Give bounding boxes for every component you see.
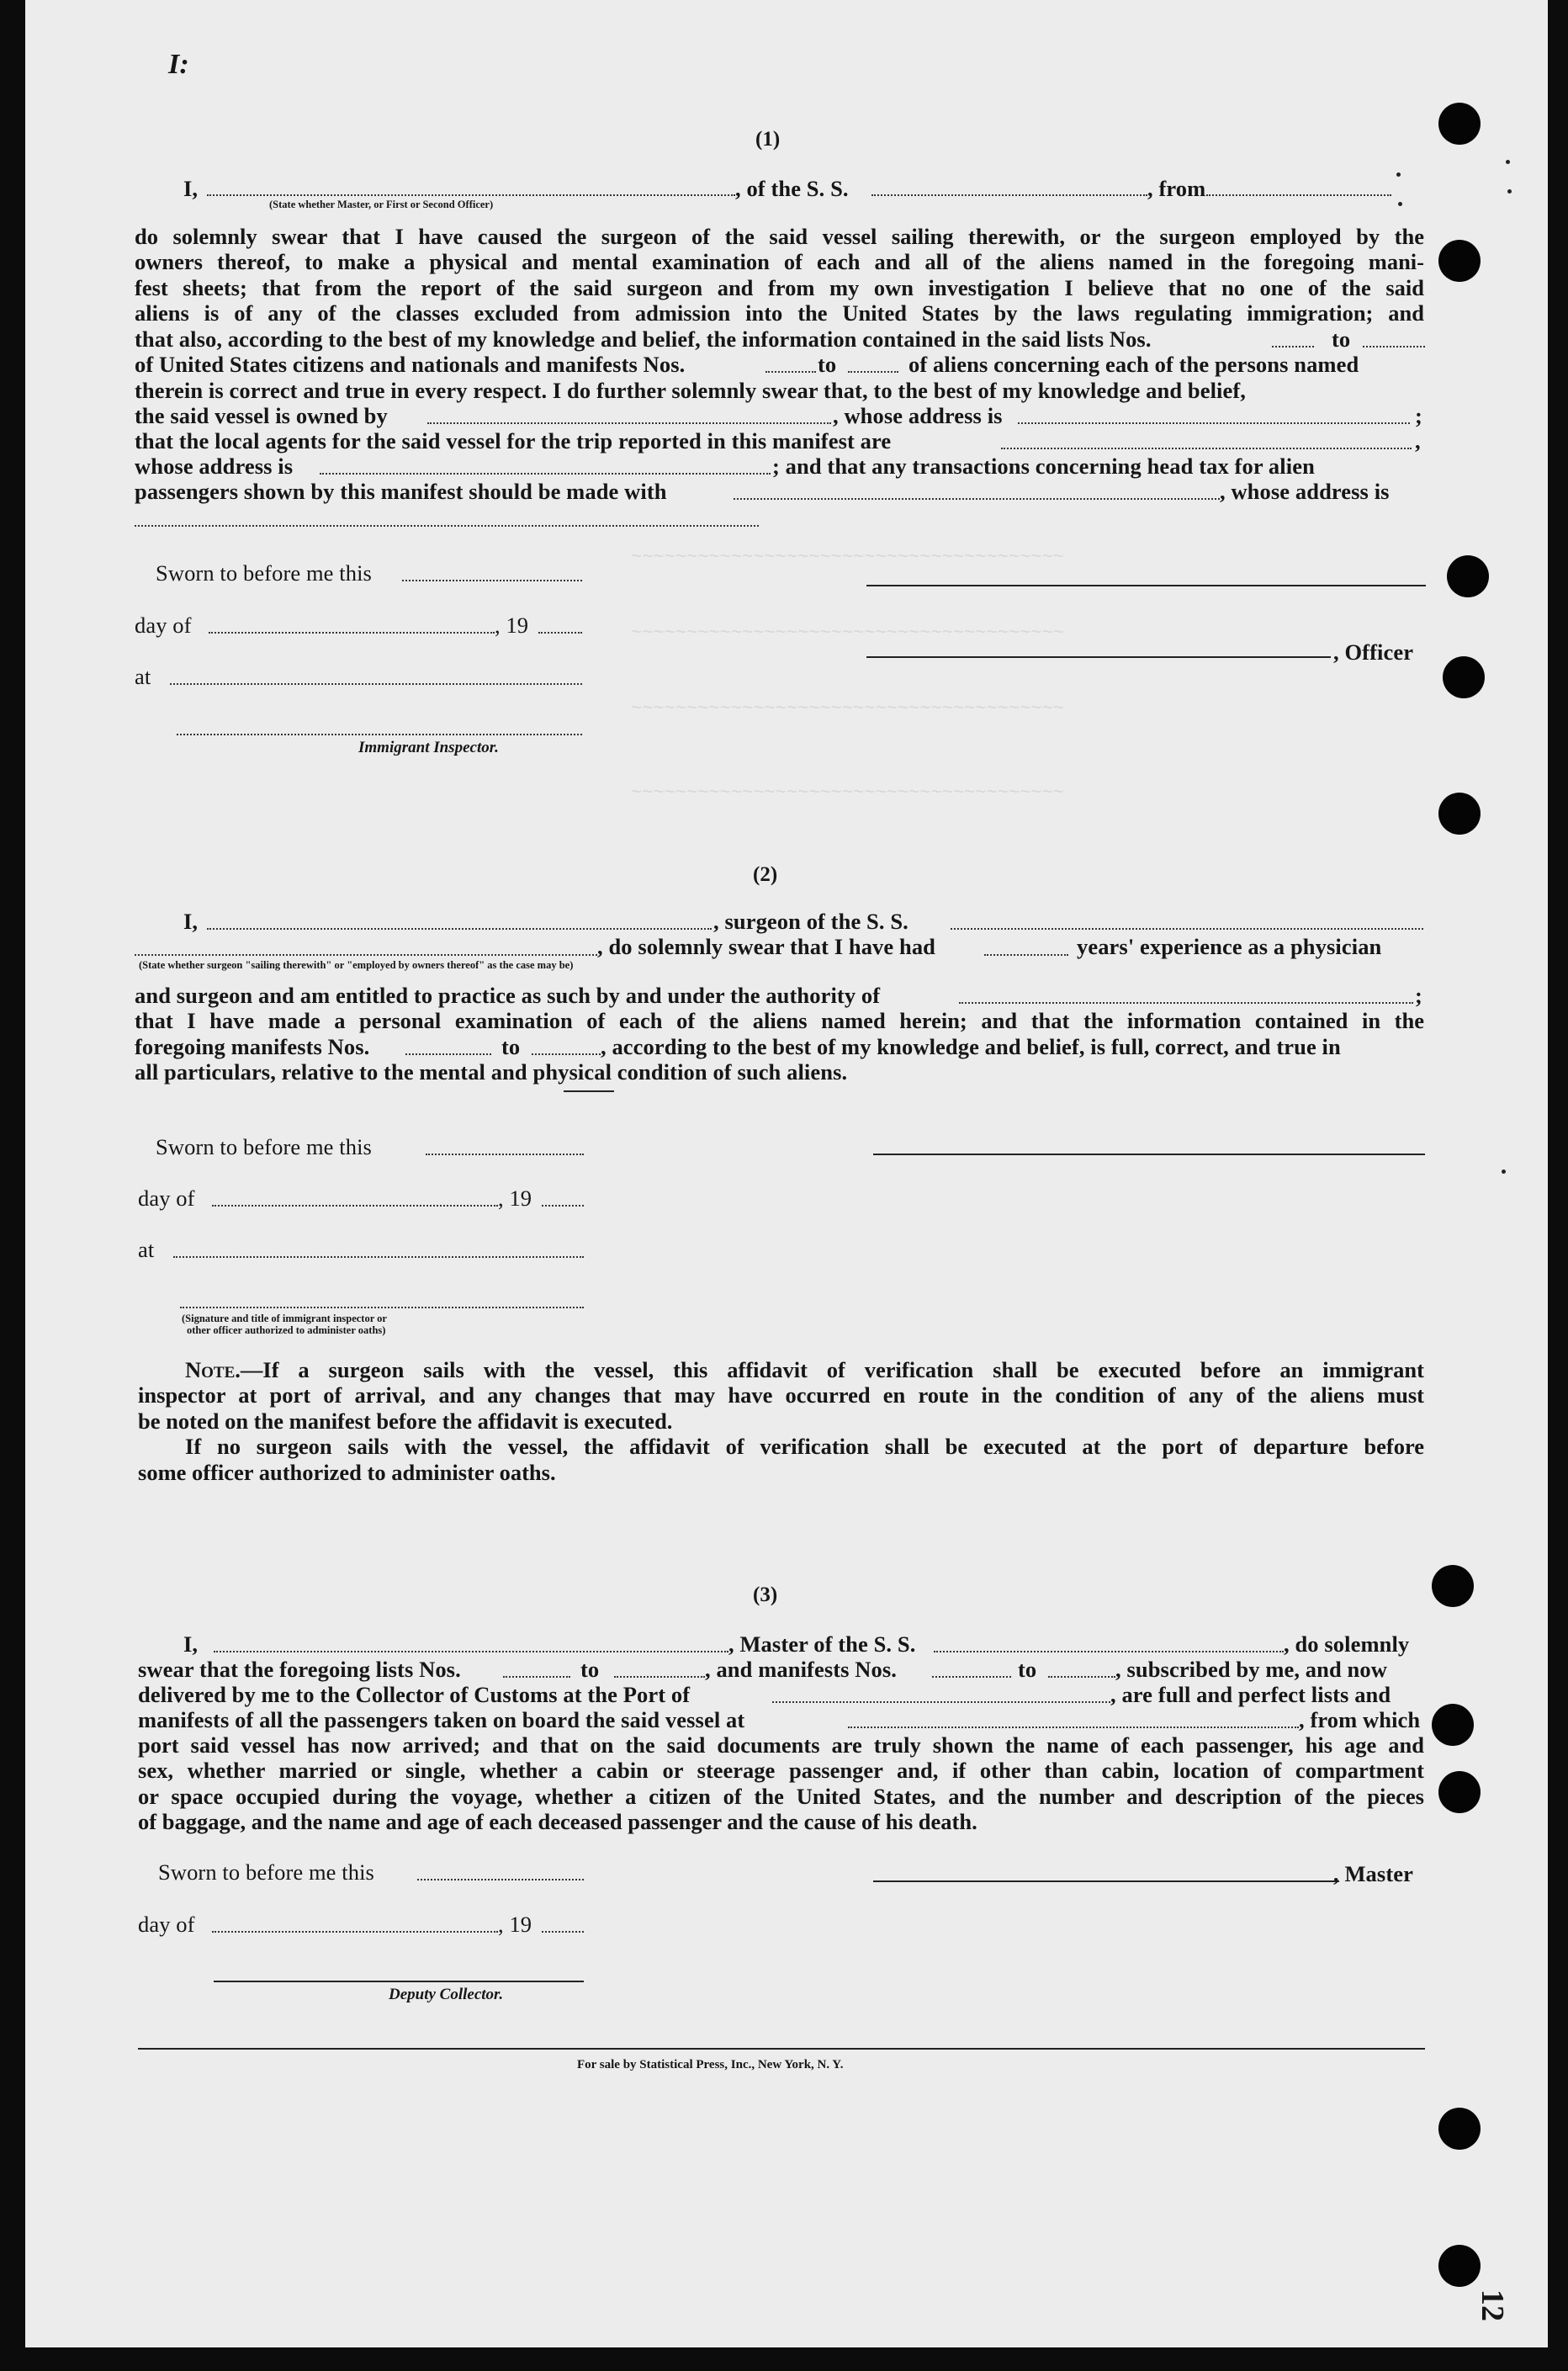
year-label: , 19 [498, 1186, 532, 1211]
place-field[interactable] [170, 683, 582, 685]
manifests-text: of United States citizens and nationals and manifests Nos. [135, 352, 686, 377]
manifests-board-text: manifests of all the passengers taken on board the said vessel at [138, 1707, 745, 1732]
printer-imprint: For sale by Statistical Press, Inc., New York, N. Y. [577, 2058, 844, 2071]
sworn-date-field[interactable] [426, 1154, 584, 1155]
body-line: fest sheets; that from the report of the said surgeon and from my own investigation I believe that no one of the said [135, 274, 1424, 300]
officer-hint: (State whether Master, or First or Second Officer) [269, 199, 494, 210]
note-text: —If a surgeon sails with the vessel, this affidavit of verification shall be executed before an immigrant [240, 1357, 1424, 1382]
officer-label: , Officer [1333, 639, 1414, 665]
body-line: inspector at port of arrival, and any changes that may have occurred en route in the condition of any of the aliens must [138, 1382, 1424, 1408]
swear-text: , do solemnly swear that I have had [597, 934, 936, 959]
punch-hole-icon [1438, 2245, 1481, 2287]
owner-field[interactable] [427, 422, 831, 424]
speck-icon [1502, 1170, 1506, 1174]
body-line: sex, whether married or single, whether a cabin or steerage passenger and, if other than cabin, location of compartment [138, 1758, 1424, 1784]
body-line: all particulars, relative to the mental and physical condition of such aliens. [135, 1059, 848, 1085]
divider [564, 1090, 614, 1092]
solemnly-text: , do solemnly [1284, 1631, 1410, 1657]
day-of-label: day of [138, 1912, 195, 1937]
month-field[interactable] [212, 1931, 498, 1933]
bleed-through-mark: ~~~~~~~~~~~~~~~~~~~~~~~~~~~~~~~~~~~~~~~ [631, 547, 1064, 568]
speck-icon [1506, 160, 1510, 164]
day-of-label: day of [135, 613, 192, 638]
agents-field[interactable] [1001, 448, 1412, 449]
body-line: of baggage, and the name and age of each deceased passenger and the cause of his death. [138, 1809, 977, 1835]
month-field[interactable] [209, 632, 495, 634]
line-prefix: I, [183, 1631, 199, 1657]
year-field[interactable] [538, 632, 582, 634]
body-line: be noted on the manifest before the affidavit is executed. [138, 1408, 673, 1434]
label-to: to [1332, 326, 1351, 352]
corner-mark: I: [168, 49, 189, 80]
semicolon: ; [1415, 403, 1422, 428]
master-signature-line[interactable] [873, 1880, 1339, 1882]
body-line: that I have made a personal examination of each of the aliens named herein; and that the information contained in the [135, 1008, 1424, 1033]
authority-field[interactable] [959, 1002, 1413, 1004]
surgeon-name-field[interactable] [207, 928, 712, 930]
boarding-port-field[interactable] [848, 1727, 1299, 1728]
officer-signature-line[interactable] [866, 585, 1426, 586]
port-field[interactable] [772, 1701, 1110, 1703]
deputy-label: Deputy Collector. [389, 1986, 504, 2003]
subscribed-text: , subscribed by me, and now [1115, 1657, 1387, 1682]
semicolon: ; [1415, 983, 1422, 1008]
year-label: , 19 [495, 613, 529, 638]
speck-icon [1507, 189, 1512, 194]
sworn-label: Sworn to before me this [156, 1134, 372, 1159]
label-to: to [580, 1657, 600, 1682]
foregoing-text-b: , according to the best of my knowledge and belief, is full, correct, and true in [601, 1034, 1341, 1059]
at-label: at [135, 664, 151, 689]
agents-text: that the local agents for the said vessel for the trip reported in this manifest are [135, 428, 892, 454]
bleed-through-mark: ~~~~~~~~~~~~~~~~~~~~~~~~~~~~~~~~~~~~~~~ [631, 782, 1064, 804]
sworn-label: Sworn to before me this [158, 1859, 374, 1885]
at-label: at [138, 1237, 155, 1262]
body-line: or space occupied during the voyage, whether a citizen of the United States, and the number and description of the pieces [138, 1783, 1424, 1809]
label-from: , from [1147, 176, 1206, 201]
head-tax-text: ; and that any transactions concerning head tax for alien [772, 454, 1315, 479]
lists-to-field[interactable] [614, 1676, 705, 1678]
bleed-through-mark: ~~~~~~~~~~~~~~~~~~~~~~~~~~~~~~~~~~~~~~~ [631, 623, 1064, 644]
lists-from-field[interactable] [503, 1676, 570, 1678]
manifests-to-field[interactable] [848, 371, 898, 373]
surgeon-hint: (State whether surgeon "sailing therewith" or "employed by owners thereof" as the case may be) [139, 959, 574, 971]
label-to: to [501, 1034, 521, 1059]
manifest-back-page [25, 0, 1548, 2347]
years-text: years' experience as a physician [1077, 934, 1382, 959]
manifests-from-field[interactable] [765, 371, 816, 373]
body-line [138, 1357, 1424, 1382]
lists-text: swear that the foregoing lists Nos. [138, 1657, 461, 1682]
punch-hole-icon [1438, 103, 1481, 145]
month-field[interactable] [212, 1205, 498, 1207]
officer-name-field[interactable] [207, 194, 735, 196]
body-line: some officer authorized to administer oaths. [138, 1459, 556, 1485]
punch-hole-icon [1438, 2108, 1481, 2150]
edge-mark: 12 [1475, 2289, 1511, 2322]
lists-from-field[interactable] [1272, 346, 1314, 347]
punch-hole-icon [1438, 1771, 1481, 1813]
speck-icon [1396, 172, 1401, 177]
head-tax-address-field[interactable] [135, 525, 759, 527]
body-line: aliens is of any of the classes excluded from admission into the United States by the laws regulating immigration; and [135, 300, 1424, 326]
section-2-heading: (2) [753, 863, 778, 886]
body-line: owners thereof, to make a physical and mental examination of each and all of the aliens named in the foregoing mani- [135, 249, 1424, 275]
surgeon-status-field[interactable] [135, 954, 597, 956]
inspector-label: Immigrant Inspector. [358, 739, 499, 756]
year-field[interactable] [542, 1931, 584, 1933]
lists-to-field[interactable] [1363, 346, 1425, 347]
manifests-from-field[interactable] [932, 1676, 1011, 1678]
punch-hole-icon [1432, 1704, 1474, 1746]
perfect-lists-text: , are full and perfect lists and [1110, 1682, 1391, 1707]
owned-text: the said vessel is owned by [135, 403, 388, 428]
delivered-text: delivered by me to the Collector of Customs at the Port of [138, 1682, 691, 1707]
owner-address-label: , whose address is [833, 403, 1003, 428]
master-vessel-field[interactable] [934, 1651, 1284, 1652]
head-tax-party-field[interactable] [734, 498, 1220, 500]
agents-address-field[interactable] [320, 473, 771, 475]
officer-name-line[interactable] [866, 656, 1331, 658]
foregoing-to-field[interactable] [532, 1053, 601, 1055]
section-2-body [135, 1008, 1424, 1033]
punch-hole-icon [1443, 656, 1485, 698]
section-3-heading: (3) [753, 1583, 778, 1606]
manifests-to-field[interactable] [1048, 1676, 1115, 1678]
label-to: to [818, 352, 837, 377]
surgeon-signature-line[interactable] [873, 1154, 1425, 1155]
label-to: to [1018, 1657, 1037, 1682]
punch-hole-icon [1447, 555, 1489, 597]
body-line: therein is correct and true in every respect. I do further solemnly swear that, to the best of my knowledge and belief, [135, 378, 1247, 403]
authority-text: and surgeon and am entitled to practice as such by and under the authority of [135, 983, 881, 1008]
signature-hint: (Signature and title of immigrant inspector or [182, 1313, 387, 1324]
sworn-label: Sworn to before me this [156, 560, 372, 586]
sworn-date-field[interactable] [402, 580, 582, 581]
head-tax-address-label: , whose address is [1220, 479, 1390, 504]
body-line: do solemnly swear that I have caused the surgeon of the said vessel sailing therewith, or the surgeon employed by the [135, 224, 1424, 249]
punch-hole-icon [1438, 240, 1481, 282]
label-master-of: , Master of the S. S. [728, 1631, 916, 1657]
bleed-through-mark: ~~~~~~~~~~~~~~~~~~~~~~~~~~~~~~~~~~~~~~~ [631, 698, 1064, 719]
section-3-body [138, 1732, 1424, 1835]
line-prefix: I, [183, 909, 199, 934]
year-field[interactable] [542, 1205, 584, 1207]
day-of-label: day of [138, 1186, 195, 1211]
departure-port-field[interactable] [1206, 194, 1391, 196]
label-of-ss: , of the S. S. [735, 176, 849, 201]
inspector-signature-field[interactable] [180, 1307, 584, 1308]
foregoing-from-field[interactable] [405, 1053, 491, 1055]
foregoing-text: foregoing manifests Nos. [135, 1034, 370, 1059]
owner-address-field[interactable] [1018, 422, 1410, 424]
master-label: , Master [1333, 1861, 1413, 1886]
line-prefix: I, [183, 176, 199, 201]
label-surgeon-of: , surgeon of the S. S. [713, 909, 908, 934]
footer-rule [138, 2048, 1425, 2050]
body-line: port said vessel has now arrived; and that on the said documents are truly shown the name of each passenger, his age and [138, 1732, 1424, 1758]
comma: , [1415, 428, 1421, 454]
manifests-text-b: of aliens concerning each of the persons named [908, 352, 1359, 377]
head-tax-with-text: passengers shown by this manifest should be made with [135, 479, 667, 504]
lists-text: that also, according to the best of my knowledge and belief, the information contained in the said lists Nos. [135, 326, 1152, 352]
manifests-text: , and manifests Nos. [705, 1657, 898, 1682]
note-label: Note. [185, 1357, 241, 1382]
surgeon-vessel-field[interactable] [951, 928, 1423, 930]
signature-hint: other officer authorized to administer oaths) [187, 1324, 386, 1336]
collector-signature-line[interactable] [214, 1981, 584, 1982]
vessel-name-field[interactable] [871, 194, 1147, 196]
speck-icon [1398, 202, 1402, 206]
years-field[interactable] [984, 954, 1068, 956]
body-line: If no surgeon sails with the vessel, the affidavit of verification shall be executed at the port of departure before [185, 1434, 1424, 1460]
sworn-date-field[interactable] [417, 1879, 584, 1880]
master-name-field[interactable] [214, 1651, 728, 1652]
whose-address-text: whose address is [135, 454, 294, 479]
year-label: , 19 [498, 1912, 532, 1937]
punch-hole-icon [1438, 793, 1481, 835]
note-paragraph [138, 1357, 1424, 1485]
place-field[interactable] [173, 1256, 584, 1258]
inspector-signature-field[interactable] [177, 734, 582, 735]
section-1-heading: (1) [755, 128, 781, 151]
section-1-body [135, 224, 1424, 326]
punch-hole-icon [1432, 1565, 1474, 1607]
from-which-text: , from which [1299, 1707, 1421, 1732]
